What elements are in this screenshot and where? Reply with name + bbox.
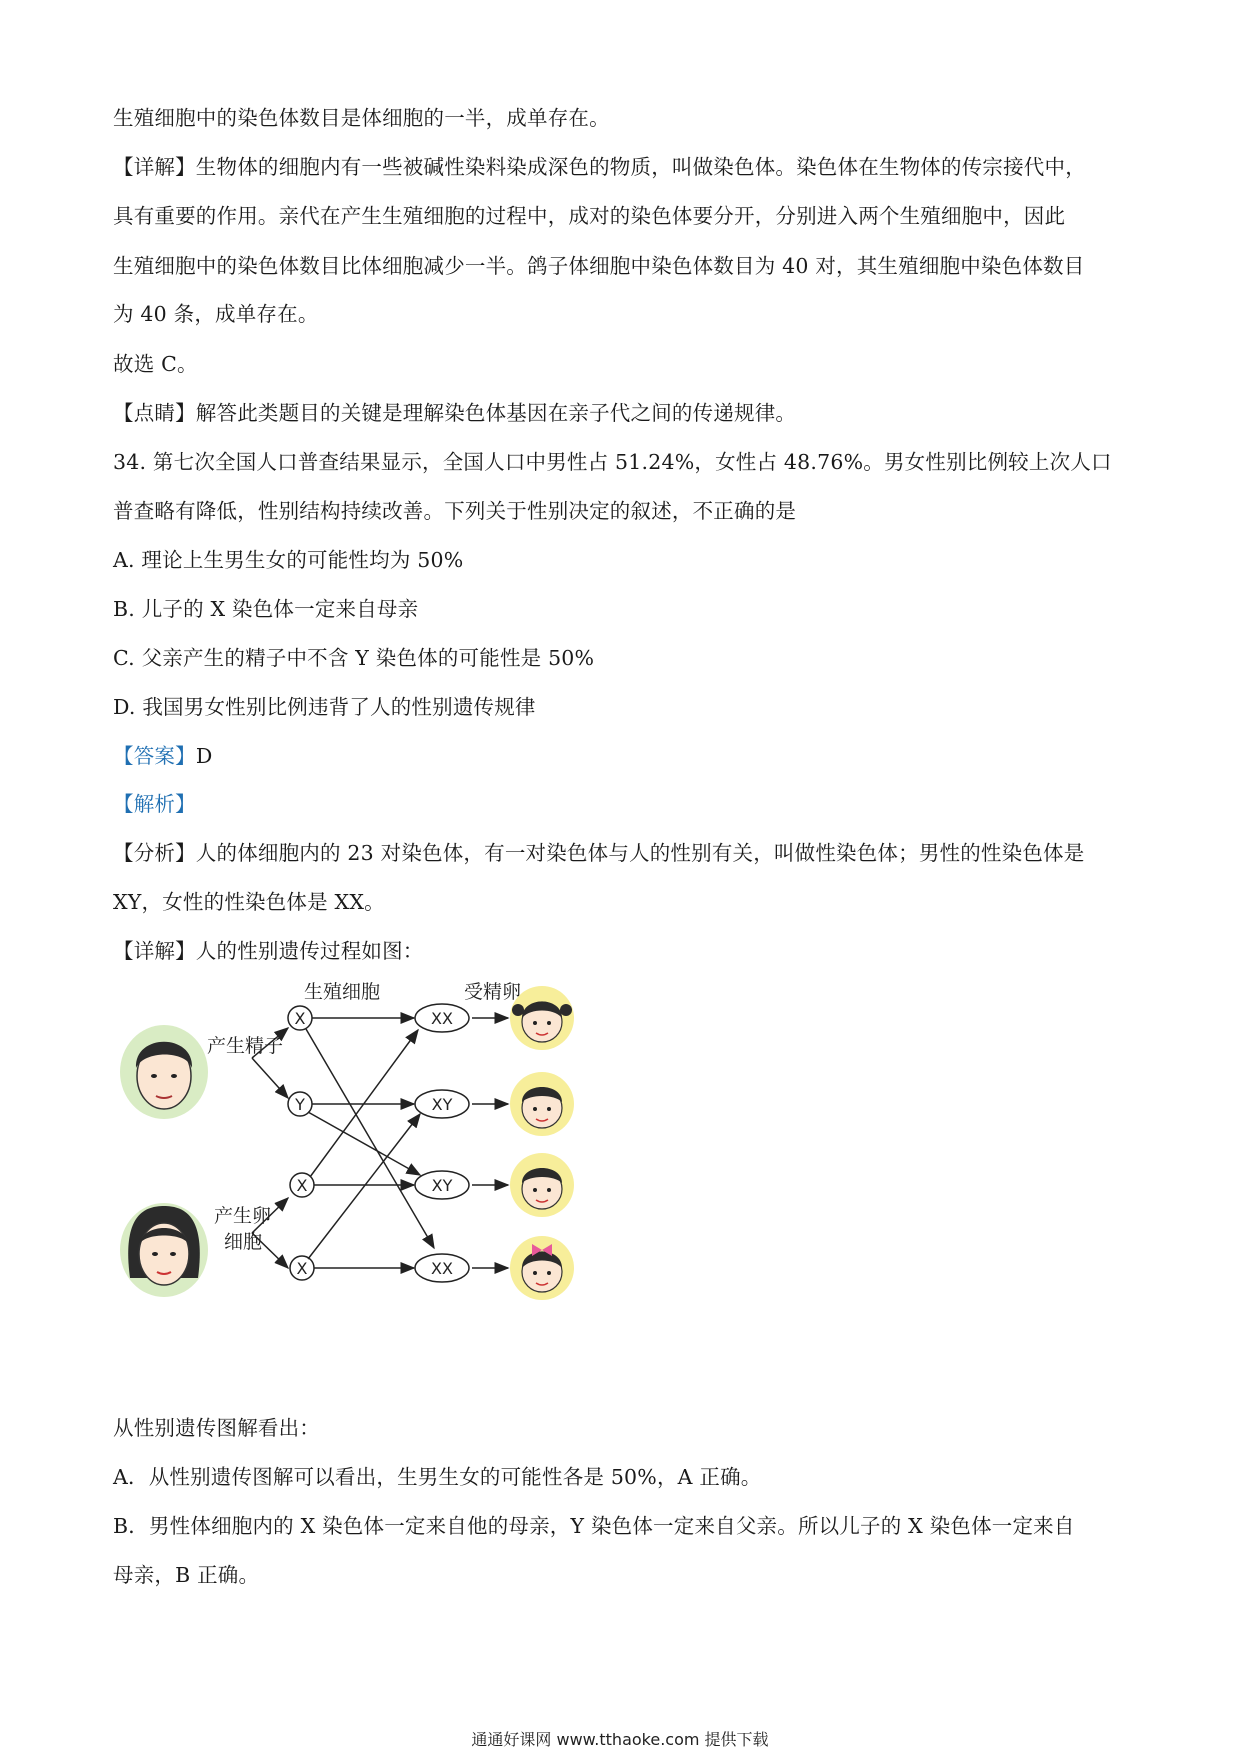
svg-text:X: X xyxy=(294,1009,306,1028)
text-line: 【分析】人的体细胞内的 23 对染色体，有一对染色体与人的性别有关，叫做性染色体；男性的性染色体是 xyxy=(113,841,1085,865)
svg-text:XY: XY xyxy=(431,1095,453,1114)
svg-text:XX: XX xyxy=(431,1259,453,1278)
text-line: 【详解】生物体的细胞内有一些被碱性染料染成深色的物质，叫做染色体。染色体在生物体的传宗接代中， xyxy=(113,155,1086,179)
boy-child-icon-2 xyxy=(510,1153,574,1217)
text-line: 从性别遗传图解看出： xyxy=(113,1416,320,1440)
text-line: B．男性体细胞内的 X 染色体一定来自他的母亲，Y 染色体一定来自父亲。所以儿子的 X 染色体一定来自 xyxy=(113,1514,1075,1538)
svg-text:X: X xyxy=(296,1259,308,1278)
text-line: 【点睛】解答此类题目的关键是理解染色体基因在亲子代之间的传递规律。 xyxy=(113,401,797,425)
text-line: 为 40 条，成单存在。 xyxy=(113,302,319,326)
text-line: A．从性别遗传图解可以看出，生男生女的可能性各是 50%，A 正确。 xyxy=(113,1465,762,1489)
father-label: 产生精子 xyxy=(207,1035,284,1057)
page-footer: 通通好课网 www.tthaoke.com 提供下载 xyxy=(471,1730,769,1749)
sperm-cell-x xyxy=(288,1006,312,1030)
svg-text:X: X xyxy=(296,1176,308,1195)
germ-cell-header: 生殖细胞 xyxy=(304,981,381,1003)
answer-line xyxy=(113,742,212,770)
option-b: B. 儿子的 X 染色体一定来自母亲 xyxy=(113,597,419,621)
zygote-xy-1 xyxy=(415,1090,469,1118)
option-d: D. 我国男女性别比例违背了人的性别遗传规律 xyxy=(113,695,536,719)
svg-text:XX: XX xyxy=(431,1009,453,1028)
girl-child-icon-2 xyxy=(510,1236,574,1300)
girl-child-icon-1 xyxy=(510,986,574,1050)
sex-inheritance-diagram xyxy=(112,978,672,1353)
question-stem: 普查略有降低，性别结构持续改善。下列关于性别决定的叙述，不正确的是 xyxy=(113,499,797,523)
text-line: 母亲，B 正确。 xyxy=(113,1563,260,1587)
boy-child-icon-1 xyxy=(510,1072,574,1136)
text-line: 生殖细胞中的染色体数目比体细胞减少一半。鸽子体细胞中染色体数目为 40 对，其生殖细胞中染色体数目 xyxy=(113,254,1085,278)
text-line: 【详解】人的性别遗传过程如图： xyxy=(113,939,424,963)
option-c: C. 父亲产生的精子中不含 Y 染色体的可能性是 50% xyxy=(113,646,595,670)
answer-value: D xyxy=(195,744,213,768)
question-stem: 34. 第七次全国人口普查结果显示，全国人口中男性占 51.24%，女性占 48.76%。男女性别比例较上次人口 xyxy=(113,450,1112,474)
answer-label: 【答案】 xyxy=(113,744,196,768)
text-line: 故选 C。 xyxy=(113,352,198,376)
father-face-icon xyxy=(120,1025,208,1119)
svg-text:XY: XY xyxy=(431,1176,453,1195)
text-line: 具有重要的作用。亲代在产生生殖细胞的过程中，成对的染色体要分开，分别进入两个生殖细胞中，因此 xyxy=(113,204,1066,228)
text-line: XY，女性的性染色体是 XX。 xyxy=(113,890,385,914)
analysis-label: 【解析】 xyxy=(113,792,196,816)
zygote-header: 受精卵 xyxy=(464,981,522,1003)
svg-text:Y: Y xyxy=(295,1095,305,1114)
mother-label-line1: 产生卵 xyxy=(214,1205,272,1227)
zygote-xx-1 xyxy=(415,1004,469,1032)
mother-face-icon xyxy=(120,1203,208,1297)
option-a: A. 理论上生男生女的可能性均为 50% xyxy=(113,548,464,572)
zygote-xy-2 xyxy=(415,1171,469,1199)
mother-label-line2: 细胞 xyxy=(224,1231,263,1253)
text-line: 生殖细胞中的染色体数目是体细胞的一半，成单存在。 xyxy=(113,106,610,130)
egg-cell-x2 xyxy=(290,1256,314,1280)
zygote-xx-2 xyxy=(415,1254,469,1282)
